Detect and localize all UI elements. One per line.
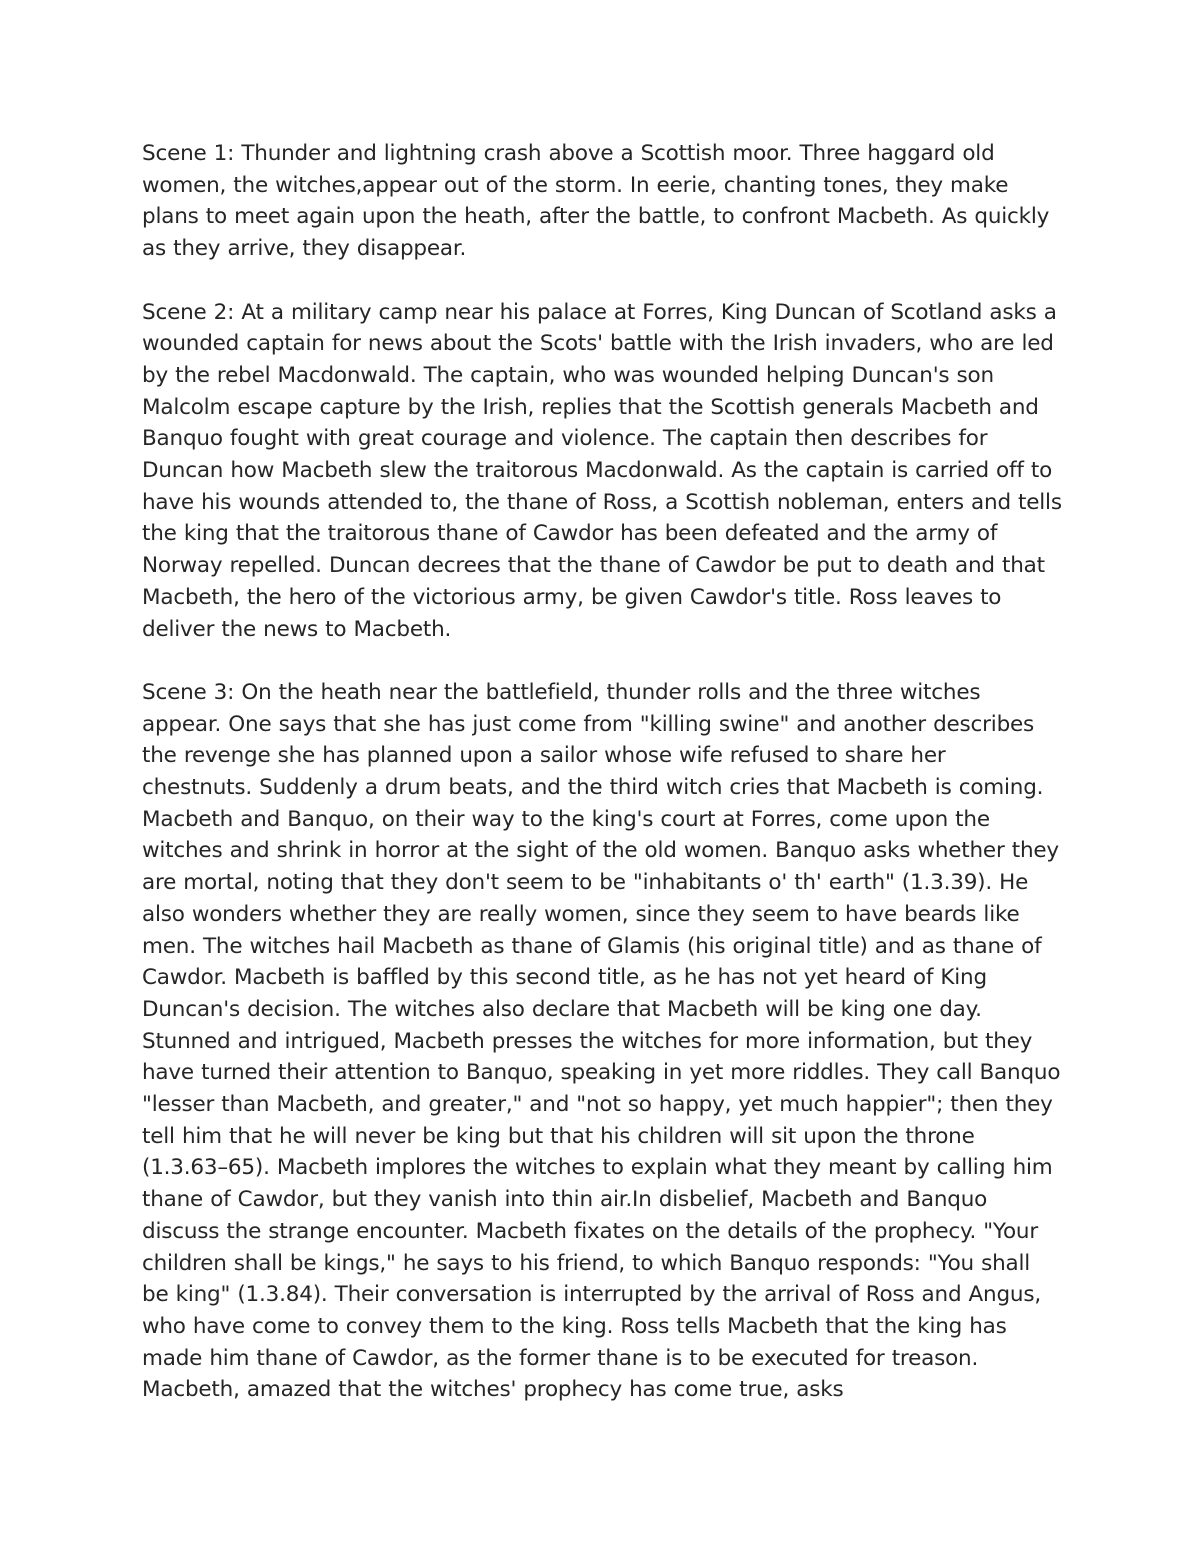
- document-body: [142, 138, 1062, 1438]
- paragraph-scene-1: Scene 1: Thunder and lightning crash above a Scottish moor. Three haggard old women, the witches,appear out of the storm. In eerie, chanting tones, they make plans to meet again upon the heath, after the battle, to confront Macbeth. As quickly as they arrive, they disappear.: [142, 141, 1050, 262]
- paragraph-scene-2: Scene 2: At a military camp near his palace at Forres, King Duncan of Scotland asks a wounded captain for news about the Scots' battle with the Irish invaders, who are led by the rebel Macdonwald. The captain, who was wounded helping Duncan's son Malcolm escape capture by the Irish, replies that the Scottish generals Macbeth and Banquo fought with great courage and violence. The captain then describes for Duncan how Macbeth slew the traitorous Macdonwald. As the captain is carried off to have his wounds attended to, the thane of Ross, a Scottish nobleman, enters and tells the king that the traitorous thane of Cawdor has been defeated and the army of Norway repelled. Duncan decrees that the thane of Cawdor be put to death and that Macbeth, the hero of the victorious army, be given Cawdor's title. Ross leaves to deliver the news to Macbeth.: [142, 299, 1062, 642]
- paragraph-scene-3: Scene 3: On the heath near the battlefield, thunder rolls and the three witches appear. One says that she has just come from "killing swine" and another describes the revenge she has planned upon a sailor whose wife refused to share her chestnuts. Suddenly a drum beats, and the third witch cries that Macbeth is coming. Macbeth and Banquo, on their way to the king's court at Forres, come upon the witches and shrink in horror at the sight of the old women. Banquo asks whether they are mortal, noting that they don't seem to be "inhabitants o' th' earth" (1.3.39). He also wonders whether they are really women, since they seem to have beards like men. The witches hail Macbeth as thane of Glamis (his original title) and as thane of Cawdor. Macbeth is baffled by this second title, as he has not yet heard of King Duncan's decision. The witches also declare that Macbeth will be king one day. Stunned and intrigued, Macbeth presses the witches for more information, but they have turned their attention to Banquo, speaking in yet more riddles. They call Banquo "lesser than Macbeth, and greater," and "not so happy, yet much happier"; then they tell him that he will never be king but that his children will sit upon the throne (1.3.63–65). Macbeth implores the witches to explain what they meant by calling him thane of Cawdor, but they vanish into thin air.In disbelief, Macbeth and Banquo discuss the strange encounter. Macbeth fixates on the details of the prophecy. "Your children shall be kings," he says to his friend, to which Banquo responds: "You shall be king" (1.3.84). Their conversation is interrupted by the arrival of Ross and Angus, who have come to convey them to the king. Ross tells Macbeth that the king has made him thane of Cawdor, as the former thane is to be executed for treason. Macbeth, amazed that the witches' prophecy has come true, asks: [142, 679, 1061, 1403]
